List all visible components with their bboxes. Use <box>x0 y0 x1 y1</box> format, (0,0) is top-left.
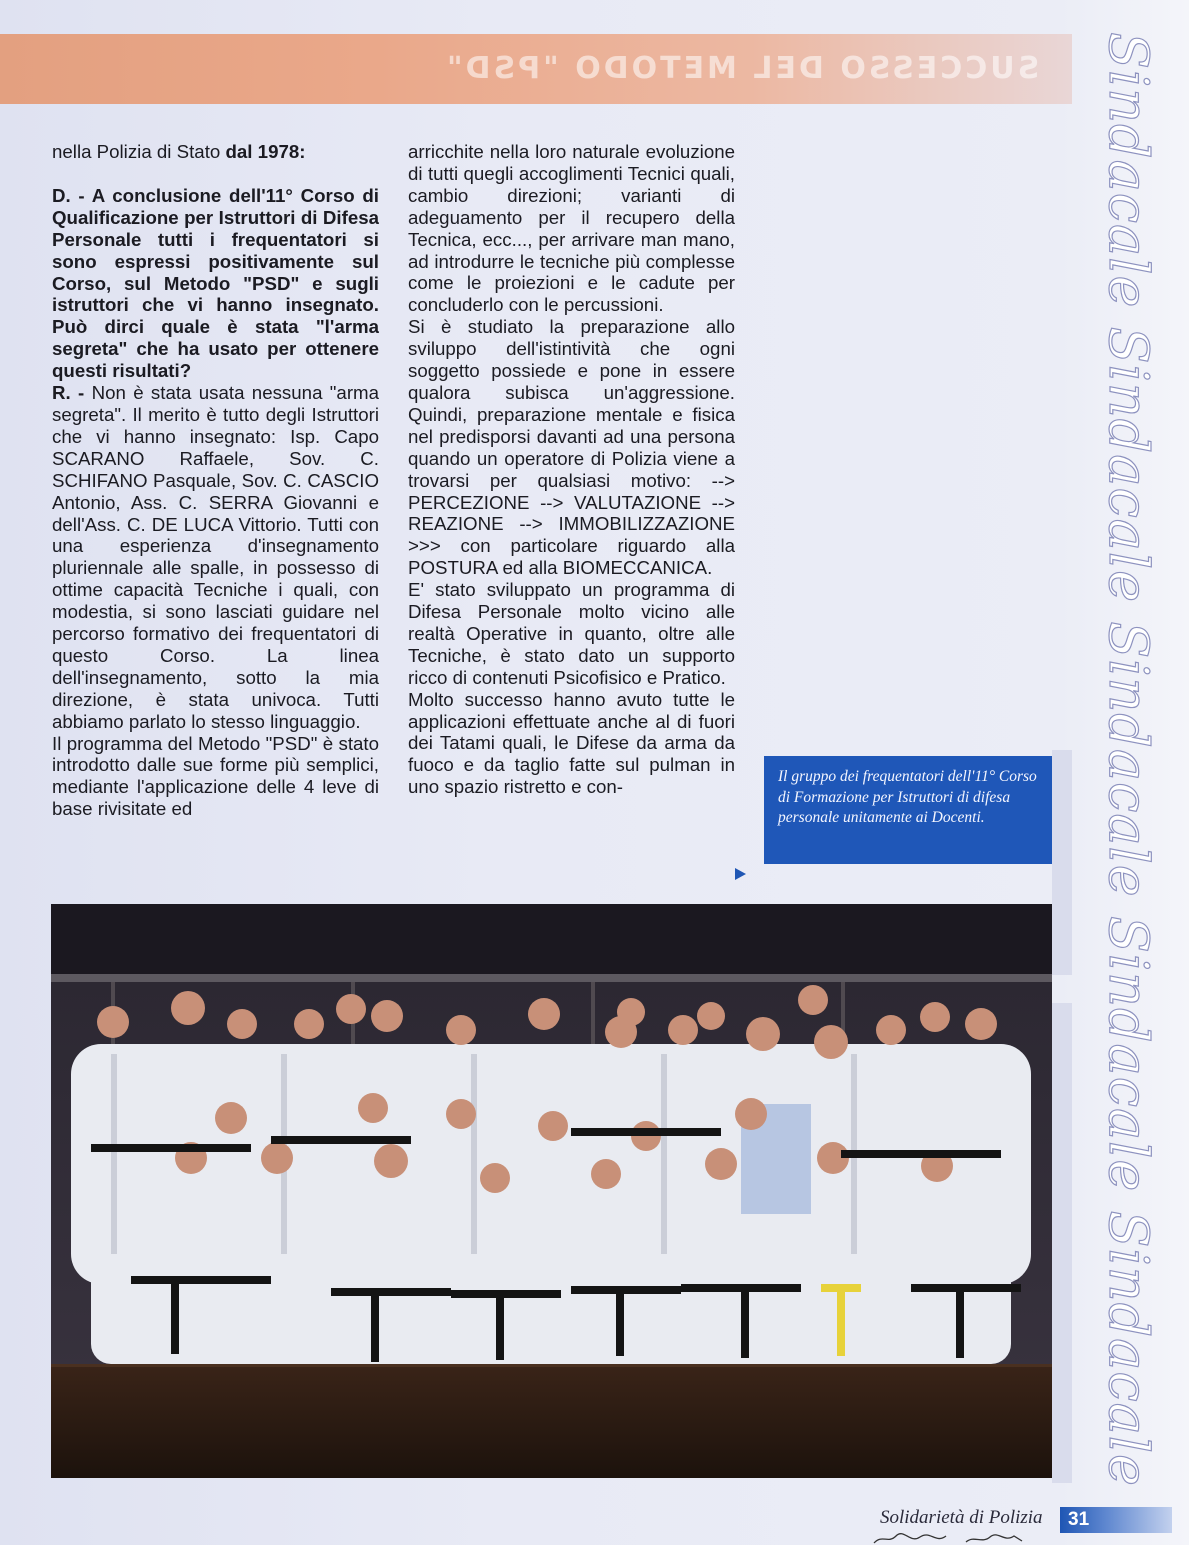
photo-caption-box <box>764 756 1052 864</box>
handwritten-scribble <box>870 1532 1040 1545</box>
interview-question: D. - A conclusione dell'11° Corso di Qualificazione per Istruttori di Difesa Personale tutti i frequentatori si sono espressi positivamente sul Corso, sul Metodo "PSD" e sugli istruttori che vi hanno insegnato. Può dirci quale è stata "l'arma segreta" che ha usato per ottenere questi risultati? <box>52 184 379 382</box>
interview-answer <box>52 382 379 733</box>
sidebar-text: Sindacale Sindacale Sindacale Sindacale Sindacale <box>1097 32 1160 1488</box>
magazine-title: Solidarietà di Polizia <box>880 1507 1043 1528</box>
side-panel <box>1052 1003 1072 1483</box>
photo-caption: Il gruppo dei frequentatori dell'11° Corso di Formazione per Istruttori di difesa personale unitamente ai Docenti. <box>778 768 1037 826</box>
sidebar-vertical-text <box>1090 32 1170 1492</box>
article-column-2 <box>408 141 735 863</box>
header-title-mirrored: SUCCESSO DEL METODO "PSD" <box>443 51 1039 86</box>
paragraph-program: Il programma del Metodo "PSD" è stato introdotto dalle sue forme più semplici, mediante l'applicazione delle 4 leve di base rivisitate ed <box>52 732 379 820</box>
page-number: 31 <box>1060 1507 1172 1533</box>
intro-text: nella Polizia di Stato <box>52 141 226 162</box>
paragraph-success: Molto successo hanno avuto tutte le applicazioni effettuate anche al di fuori dei Tatami quali, le Difese da arma da fuoco e da taglio fatte sul pulman in uno spazio ristretto e con- <box>408 688 735 798</box>
answer-label: R. - <box>52 382 85 404</box>
intro-line <box>52 141 379 163</box>
side-panel <box>1052 750 1072 975</box>
answer-text: Non è stata usata nessuna "arma segreta". Il merito è tutto degli Istruttori che vi hanno insegnato: Isp. Capo SCARANO Raffaele, Sov. C. SCHIFANO Pasquale, Sov. C. CASCIO Antonio, Ass. C. SERRA Giovanni e dell'Ass. C. DE LUCA Vittorio. Tutti con una esperienza d'insegnamento pluriennale alle spalle, in possesso di ottime capacità Tecniche i quali, con modestia, si sono lasciati guidare nel percorso formativo dei frequentatori di questo Corso. La linea dell'insegnamento, sotto la mia direzione, è stata univoca. Tutti abbiamo parlato lo stesso linguaggio. <box>52 382 379 732</box>
paragraph-preparation: Si è studiato la preparazione allo sviluppo dell'istintività che ogni soggetto possiede e pone in essere qualora subisca un'aggressione. Quindi, preparazione mentale e fisica nel predisporsi davanti ad una persona quando un operatore di Polizia viene a trovarsi per qualsiasi motivo: --> PERCEZIONE --> VALUTAZIONE --> REAZIONE --> IMMOBILIZZAZIONE >>> con particolare riguardo alla POSTURA ed alla BIOMECCANICA. <box>408 316 735 579</box>
article-column-1 <box>52 141 379 863</box>
continue-arrow-icon <box>735 868 746 880</box>
group-photo <box>51 904 1052 1478</box>
paragraph-techniques: arricchite nella loro naturale evoluzione di tutti quegli accoglimenti Tecnici quali, cambio direzioni; varianti di adeguamento per il recupero della Tecnica, ecc..., per arrivare man mano, ad introdurre le tecniche più complesse come le proiezioni e le cadute per concluderlo con le percussioni. <box>408 141 735 316</box>
intro-bold: dal 1978: <box>225 141 306 162</box>
group-photo-illustration <box>51 904 1052 1478</box>
paragraph-program-defense: E' stato sviluppato un programma di Difesa Personale molto vicino alle realtà Operative in quanto, oltre alle Tecniche, è stato dato un supporto ricco di contenuti Psicofisico e Pratico. <box>408 579 735 688</box>
